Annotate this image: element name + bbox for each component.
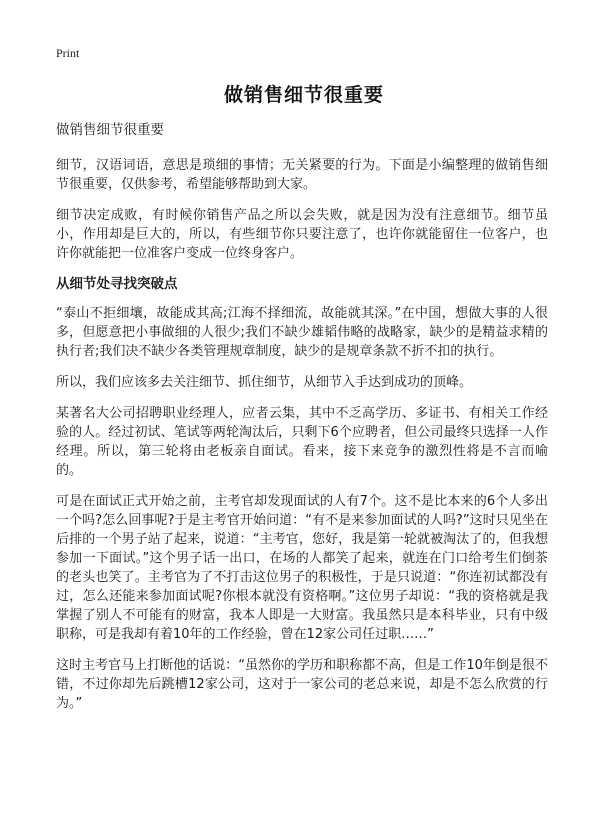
body-paragraph: 可是在面试正式开始之前，主考官却发现面试的人有7个。这不是比本来的6个人多出一个吗?怎么回事呢?于是主考官开始问道：“有不是来参加面试的人吗?”这时只见坐在后排的一个男子站了起来，说道：“主考官，您好，我是第一轮就被淘汰了的，但我想参加一下面试。”这个男子话一出口，在场的人都笑了起来，就连在门口给考生们倒茶的老头也笑了。主考官为了不打击这位男子的积极性，于是只说道：“你连初试都没有过，怎么还能来参加面试呢?你根本就没有资格啊。”这位男子却说：“我的资格就是我掌握了别人不可能有的财富，我本人即是一大财富。我虽然只是本科毕业，只有中级职称，可是我却有着10年的工作经验，曾在12家公司任过职……” xyxy=(56,494,548,642)
body-paragraph: 所以，我们应该多去关注细节、抓住细节，从细节入手达到成功的顶峰。 xyxy=(56,375,473,390)
intro-paragraph: 细节决定成败，有时候你销售产品之所以会失败，就是因为没有注意细节。细节虽小，作用却是巨大的，所以，有些细节你只要注意了，也许你就能留住一位客户，也许你就能把一位准客户变成一位终身客户。 xyxy=(56,208,548,261)
body-paragraph: 某著名大公司招聘职业经理人，应者云集，其中不乏高学历、多证书、有相关工作经验的人。经过初试、笔试等两轮淘汰后，只剩下6个应聘者，但公司最终只选择一人作经理。所以，第三轮将由老板亲自面试。看来，接下来竞争的激烈性将是不言而喻的。 xyxy=(56,406,548,478)
body-paragraph: “泰山不拒细壤，故能成其高;江海不择细流，故能就其深。”在中国，想做大事的人很多，但愿意把小事做细的人很少;我们不缺少雄韬伟略的战略家，缺少的是精益求精的执行者;我们决不缺少各类管理规章制度，缺少的是规章条款不折不扣的执行。 xyxy=(56,306,548,359)
article-subtitle: 做销售细节很重要 xyxy=(56,122,164,138)
intro-paragraph: 细节，汉语词语，意思是琐细的事情；无关紧要的行为。下面是小编整理的做销售细节很重要，仅供参考，希望能够帮助到大家。 xyxy=(56,158,548,192)
print-link[interactable]: Print xyxy=(56,46,80,60)
article-title: 做销售细节很重要 xyxy=(223,84,384,106)
article-body xyxy=(56,121,548,725)
document-page xyxy=(56,0,552,828)
body-paragraph: 这时主考官马上打断他的话说：“虽然你的学历和职称都不高，但是工作10年倒是很不错，不过你却先后跳槽12家公司，这对于一家公司的老总来说，却是不怎么欣赏的行为。” xyxy=(56,658,548,711)
section-heading: 从细节处寻找突破点 xyxy=(56,276,178,292)
